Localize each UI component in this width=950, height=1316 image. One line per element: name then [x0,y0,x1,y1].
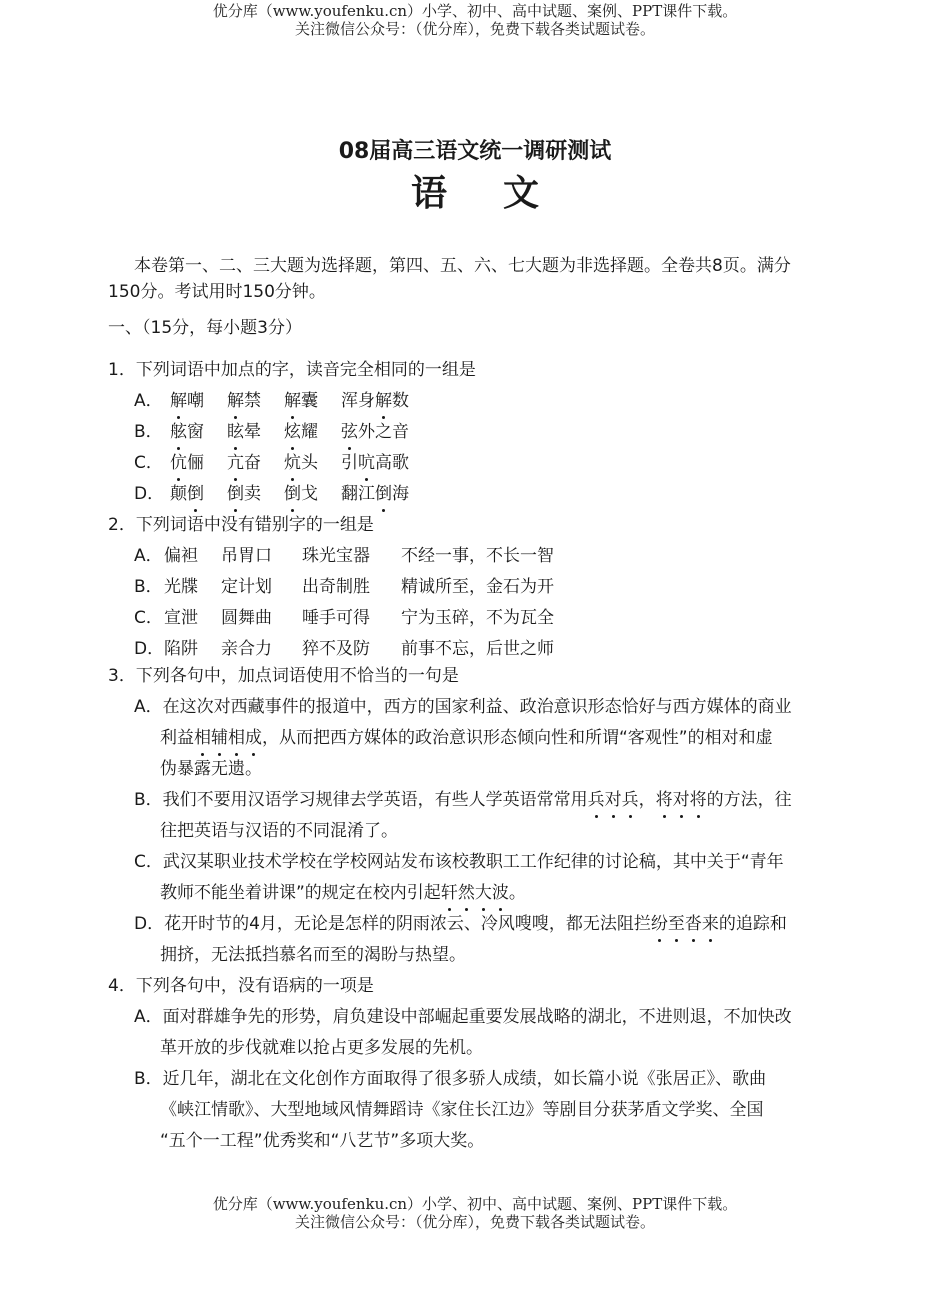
dotted-char: 轩 [440,883,458,903]
dotted-char: 吭 [358,453,375,473]
dotted-char: 解 [170,391,187,411]
dotted-char: 对 [672,790,690,810]
word: 宁为玉碎，不为瓦全 [401,608,554,628]
word: 唾手可得 [302,608,370,628]
word: 出奇制胜 [302,577,370,597]
dotted-char: 辅 [211,728,228,748]
intro-line-2: 150分。考试用时150分钟。 [108,282,326,302]
dotted-char: 纷 [650,914,668,934]
dotted-char: 倒 [227,484,244,504]
word: 精诚所至，金石为开 [401,577,554,597]
q3-option-a: A．在这次对西藏事件的报道中，西方的国家利益、政治意识形态恰好与西方媒体的商业 [134,697,792,717]
q2-option-c [134,606,554,630]
option-label: B． [134,577,163,597]
option-label: D． [134,914,165,934]
option-label: B． [134,1069,163,1089]
dotted-char: 至 [667,914,685,934]
option-label: A． [134,391,163,411]
page-footer [0,1195,950,1231]
exam-title: 08届高三语文统一调研测试 [338,139,612,164]
q3-option-a-line-2: 利益相辅相成，从而把西方媒体的政治意识形态倾向性和所谓“客观性”的相对和虚 [160,728,773,748]
q4-option-a-line-2: 革开放的步伐就难以抢占更多发展的先机。 [160,1038,483,1058]
q1-option-a: A． 解嘲 解禁 解囊 浑身解数 [134,391,409,411]
section-heading: 一、（15分，每小题3分） [108,318,302,338]
word: 陷阱 [164,639,198,659]
dotted-char: 眩 [227,422,244,442]
q2-option-b [134,575,554,599]
dotted-char: 炫 [284,422,301,442]
q2-stem: 2．下列词语中没有错别字的一组是 [108,515,374,535]
option-label: C． [134,608,163,628]
intro-line-1: 本卷第一、二、三大题为选择题，第四、五、六、七大题为非选择题。全卷共8页。满分 [134,256,791,276]
dotted-char: 解 [375,391,392,411]
header-line-2: 关注微信公众号：（优分库），免费下载各类试题试卷。 [294,20,655,38]
dotted-char: 沓 [684,914,702,934]
q3-option-c: C．武汉某职业技术学校在学校网站发布该校教职工工作纪律的讨论稿，其中关于“青年 [134,852,784,872]
option-label: B． [134,790,163,810]
q1-option-c: C． 伉俪 亢奋 炕头 引吭高歌 [134,453,409,473]
subject-title [0,172,950,216]
q4-option-b-line-2: 《峡江情歌》、大型地域风情舞蹈诗《家住长江边》等剧目分获茅盾文学奖、全国 [160,1100,764,1120]
option-label: C． [134,453,163,473]
dotted-char: 将 [689,790,707,810]
word: 吊胃口 [221,546,272,566]
q3-option-b-line-2: 往把英语与汉语的不同混淆了。 [160,821,398,841]
option-label: B． [134,422,163,442]
dotted-char: 伉 [170,453,187,473]
q4-option-b: B．近几年，湖北在文化创作方面取得了很多骄人成绩，如长篇小说《张居正》、歌曲 [134,1069,767,1089]
dotted-char: 兵 [621,790,639,810]
word: 前事不忘，后世之师 [401,639,554,659]
word: 亲合力 [221,639,272,659]
dotted-char: 对 [604,790,622,810]
word: 圆舞曲 [221,608,272,628]
q2-option-d [134,637,554,661]
dotted-char: 波 [491,883,509,903]
word: 猝不及防 [302,639,370,659]
q3-option-d: D．花开时节的4月，无论是怎样的阴雨浓云、冷风嗖嗖，都无法阻拦纷至沓来的追踪和 [134,914,787,934]
dotted-char: 大 [474,883,492,903]
q3-option-a-line-3: 伪暴露无遗。 [160,759,262,779]
footer-line-2: 关注微信公众号：（优分库），免费下载各类试题试卷。 [294,1213,655,1231]
subject-char-2: 文 [503,173,540,214]
word: 定计划 [221,577,272,597]
option-label: D． [134,639,165,659]
header-line-1: 优分库（www.youfenku.cn）小学、初中、高中试题、案例、PPT课件下载。 [212,2,738,20]
word: 宣泄 [164,608,198,628]
subject-char-1: 语 [410,173,447,214]
dotted-char: 倒 [375,484,392,504]
dotted-char: 来 [701,914,719,934]
q3-stem: 3．下列各句中，加点词语使用不恰当的一句是 [108,666,459,686]
option-label: C． [134,852,163,872]
dotted-char: 弦 [341,422,358,442]
q4-option-a: A．面对群雄争先的形势，肩负建设中部崛起重要发展战略的湖北，不进则退，不加快改 [134,1007,792,1027]
option-label: A． [134,1007,163,1027]
dotted-char: 相 [228,728,245,748]
dotted-phrase [656,790,707,810]
q1-option-b: B． 舷窗 眩晕 炫耀 弦外之音 [134,422,409,442]
word: 偏袒 [164,546,198,566]
dotted-char: 将 [655,790,673,810]
word: 不经一事，不长一智 [401,546,554,566]
q4-option-b-line-3: “五个一工程”优秀奖和“八艺节”多项大奖。 [160,1131,485,1151]
dotted-char: 兵 [587,790,605,810]
q3-option-b: B．我们不要用汉语学习规律去学英语，有些人学英语常常用兵对兵，将对将的方法，往 [134,790,792,810]
word: 珠光宝器 [302,546,370,566]
option-label: A． [134,546,163,566]
q1-stem: 1．下列词语中加点的字，读音完全相同的一组是 [108,360,476,380]
q1-option-d: D． 颠倒 倒卖 倒戈 翻江倒海 [134,484,409,504]
dotted-char: 成 [245,728,262,748]
q2-option-a [134,544,554,568]
dotted-char: 亢 [227,453,244,473]
dotted-phrase [588,790,639,810]
page-header [0,2,950,38]
dotted-phrase [194,728,262,748]
option-label: D． [134,484,165,504]
option-label: A． [134,697,163,717]
q3-option-d-line-2: 拥挤，无法抵挡慕名而至的渴盼与热望。 [160,945,466,965]
dotted-phrase [651,914,719,934]
dotted-char: 倒 [284,484,301,504]
word: 光牒 [164,577,198,597]
q4-stem: 4．下列各句中，没有语病的一项是 [108,976,374,996]
q3-option-c-line-2: 教师不能坐着讲课”的规定在校内引起轩然大波。 [160,883,526,903]
dotted-char: 炕 [284,453,301,473]
dotted-char: 解 [227,391,244,411]
footer-line-1: 优分库（www.youfenku.cn）小学、初中、高中试题、案例、PPT课件下载。 [212,1195,738,1213]
dotted-char: 倒 [187,484,204,504]
dotted-char: 相 [194,728,211,748]
dotted-char: 解 [284,391,301,411]
dotted-char: 然 [457,883,475,903]
dotted-char: 舷 [170,422,187,442]
dotted-phrase [441,883,509,903]
